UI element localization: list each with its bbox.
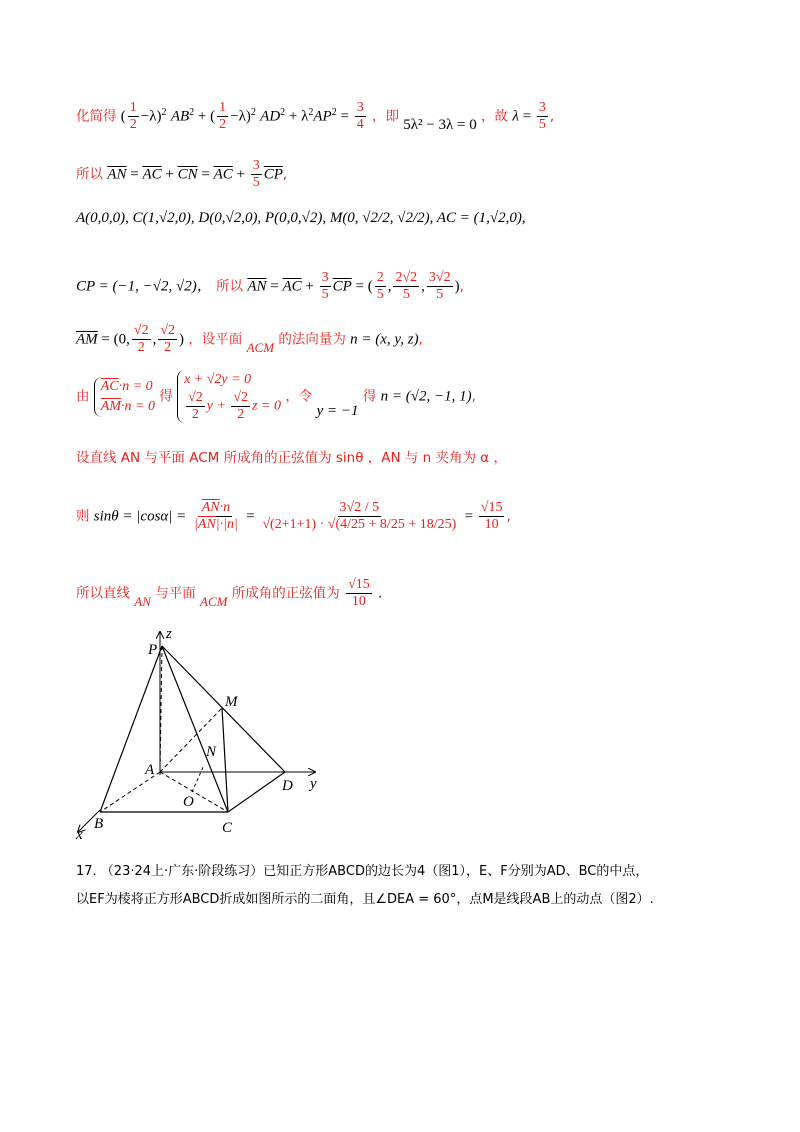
edge-PC <box>162 646 228 812</box>
edge-CD <box>228 772 285 812</box>
edge-PB <box>100 646 162 812</box>
question-17-line-2: 以EF为棱将正方形ABCD折成如图所示的二面角，且∠DEA = 60°，点M是线段AB上的动点（图2）. <box>76 892 654 907</box>
solution-line-3: A(0,0,0), C(1,√2,0), D(0,√2,0), P(0,0,√2), M(0, √2/2, √2/2), AC = (1,√2,0), <box>76 210 526 226</box>
solution-line-5: $\overline{AM} = (0$, $\frac{√2}{2}$ , $\frac{√2}{2}$ ) ，设平面 ACM 的法向量为 n = (x, y, z), <box>76 323 423 355</box>
label-D: D <box>282 778 293 794</box>
edge-AC <box>160 772 228 812</box>
label-P: P <box>148 642 158 658</box>
label-x: x <box>76 827 83 840</box>
solution-line-7: 设直线 AN 与平面 ACM 所成角的正弦值为 sinθ ，AN 与 n 夹角为 α ， <box>76 450 507 466</box>
solution-line-9: 所以直线 AN 与平面 ACM 所成角的正弦值为 $\frac{√15}{10}$ . <box>76 577 383 609</box>
system-scalar-eq: x + √2y = 0 $\frac{√2}{2}$ y + $\frac{√2}{2}$ z = 0 <box>177 370 281 423</box>
edge-ON <box>192 765 204 792</box>
label-A: A <box>145 762 155 778</box>
label-C: C <box>222 820 233 836</box>
label-B: B <box>94 816 104 832</box>
pyramid-figure <box>70 620 340 840</box>
edge-MC <box>222 708 228 812</box>
solution-line-2: 所以 $\overline{AN} = \overline{AC} + \overline{CN} = \overline{AC}$ + $\frac{3}{5}$ $\overline{CP}$, <box>76 158 288 190</box>
edge-PD <box>162 646 285 772</box>
edge-AB <box>100 772 160 812</box>
label-O: O <box>183 794 194 810</box>
question-17-line-1: 17. （23·24上·广东·阶段练习）已知正方形ABCD的边长为4（图1），E、F分别为AD、BC的中点， <box>76 864 649 879</box>
solution-line-8: 则 sinθ = |cosα| = $\frac{\overline{AN}\cdot n}{|\overline{AN}|\cdot|n|}$ = $\frac{3√2 / 5}{√(2+1+1) \cdot √(4/25 + 8/25 + 18/25)}$ = $\frac{√15}{10}$ , <box>76 500 511 532</box>
label-N: N <box>206 744 217 760</box>
label-y: y <box>310 776 317 792</box>
system-vector-eq: $\overline{AC}\cdot n = 0$ $\overline{AM}\cdot n = 0$ <box>94 377 155 417</box>
label-z: z <box>166 626 172 642</box>
solution-line-1: 化简得 ( $\frac{1}{2}$ −λ)$^2$ $AB^2$ + ( $\frac{1}{2}$ −λ)$^2$ $AD^2 + \lambda^2AP^2$ = $\frac{3}{4}$ ，即 5λ² − 3λ = 0 ，故 λ = $\frac{3}{5}$ , <box>76 100 555 133</box>
solution-line-6: 由 $\overline{AC}\cdot n = 0$ $\overline{AM}\cdot n = 0$ 得 x + √2y = 0 $\frac{√2}{2}$ y + $\frac{√2}{2}$ z = 0 ，令 y = −1 得 n = (√2, −1, 1), <box>76 372 476 422</box>
solution-line-4: CP = (−1, −√2, √2)， 所以 $\overline{AN} = \overline{AC}$ + $\frac{3}{5}$ $\overline{CP}$ = ( $\frac{2}{5}$ , $\frac{2√2}{5}$ , $\frac{3√2}{5}$ ), <box>76 270 464 302</box>
label-M: M <box>225 694 238 710</box>
